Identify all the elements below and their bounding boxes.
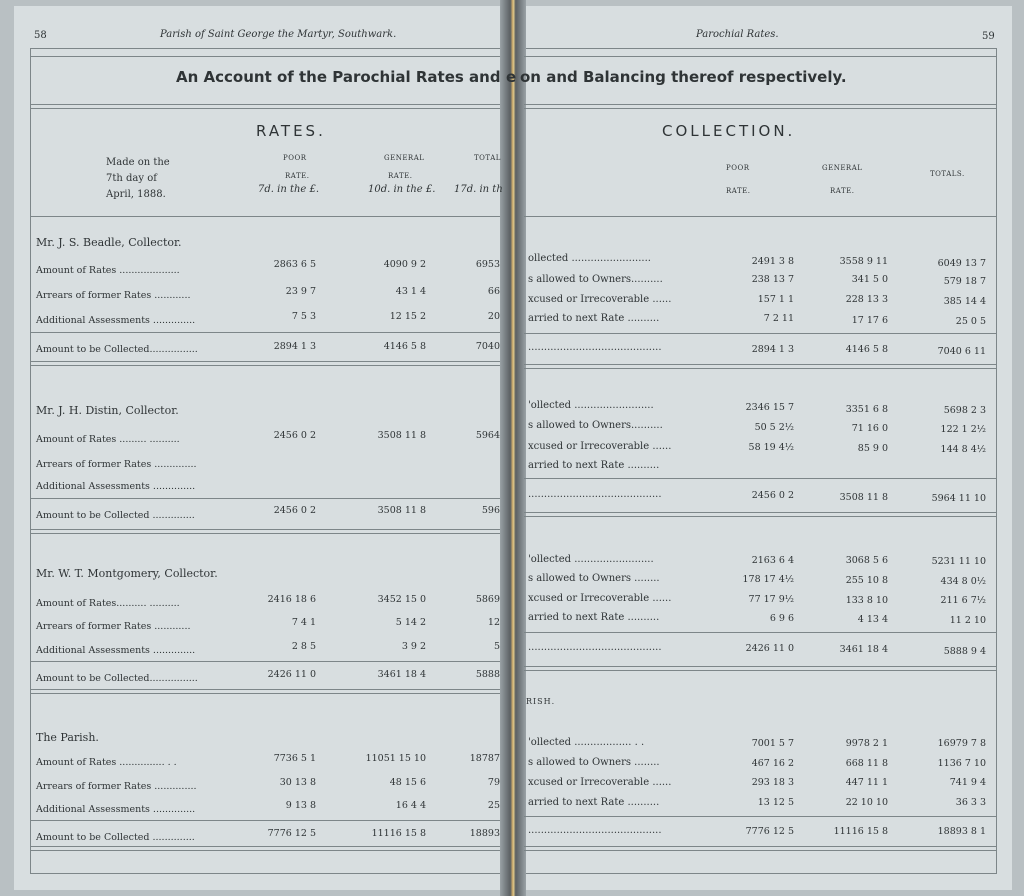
coll-label: ollected .........................: [528, 253, 651, 264]
coll-general: 228 13 3: [845, 294, 888, 305]
total-value: 25: [487, 800, 500, 811]
coll-general: 3461 18 4: [839, 644, 888, 655]
total-row-label: Amount to be Collected................: [36, 673, 198, 684]
rates-heading: RATES.: [256, 122, 326, 140]
coll-poor-h1: POOR: [726, 164, 750, 172]
coll-label: arried to next Rate ..........: [528, 313, 660, 324]
row-label: Additional Assessments ..............: [36, 645, 196, 656]
coll-general: 71 16 0: [851, 423, 888, 434]
general-value: 48 15 6: [389, 777, 426, 788]
general-value: 43 1 4: [395, 286, 426, 297]
poor-value: 7736 5 1: [273, 753, 316, 764]
coll-subtotal-rule: [524, 478, 996, 479]
coll-label: 'ollected .................. . .: [528, 737, 645, 748]
poor-value: 2416 18 6: [267, 594, 316, 605]
poor-value: 7 5 3: [291, 311, 316, 322]
total-h1: TOTAL: [474, 154, 501, 162]
coll-poor-h2: RATE.: [726, 187, 751, 195]
book-gutter: [500, 0, 526, 896]
coll-general: 9978 2 1: [845, 738, 888, 749]
coll-total: 18893 8 1: [937, 826, 986, 837]
title-right: on and Balancing thereof respectively.: [520, 68, 847, 86]
poor-value: 2456 0 2: [273, 505, 316, 516]
coll-label: s allowed to Owners ........: [528, 573, 660, 584]
coll-total: 16979 7 8: [937, 738, 986, 749]
poor-value: 2894 1 3: [273, 341, 316, 352]
coll-total: 385 14 4: [943, 296, 986, 307]
general-value: 3508 11 8: [377, 505, 426, 516]
coll-poor: 77 17 9½: [748, 594, 794, 605]
coll-general-h2: RATE.: [830, 187, 855, 195]
coll-general: 3508 11 8: [839, 492, 888, 503]
coll-subtotal-rule: [524, 632, 996, 633]
coll-general: 668 11 8: [845, 758, 888, 769]
coll-total: 5964 11 10: [931, 493, 986, 504]
total-value: 5: [493, 641, 500, 652]
coll-label: s allowed to Owners..........: [528, 274, 663, 285]
subtotal-rule: [30, 332, 500, 333]
coll-poor: 50 5 2½: [754, 422, 794, 433]
coll-general: 4 13 4: [857, 614, 888, 625]
poor-value: 2863 6 5: [273, 259, 316, 270]
coll-poor: 7001 5 7: [751, 738, 794, 749]
poor-rate-h1: POOR: [283, 154, 307, 162]
coll-subtotal-rule: [524, 816, 996, 817]
title-rule-left: [30, 104, 500, 109]
left-page-number: 58: [34, 30, 47, 41]
row-label: Additional Assessments ..............: [36, 481, 196, 492]
poor-value: 2426 11 0: [267, 669, 316, 680]
coll-label: xcused or Irrecoverable ......: [528, 294, 672, 305]
general-value: 5 14 2: [395, 617, 426, 628]
coll-general: 3558 9 11: [839, 256, 888, 267]
coll-total: 211 6 7½: [940, 595, 986, 606]
coll-poor: 2346 15 7: [745, 402, 794, 413]
poor-value: 2456 0 2: [273, 430, 316, 441]
coll-label: arried to next Rate ..........: [528, 612, 660, 623]
parish-heading: RISH.: [526, 697, 556, 706]
coll-general-h1: GENERAL: [822, 164, 863, 172]
poor-value: 23 9 7: [285, 286, 316, 297]
coll-label: s allowed to Owners ........: [528, 757, 660, 768]
general-value: 3 9 2: [401, 641, 426, 652]
total-value: 18893: [469, 828, 500, 839]
coll-poor: 178 17 4½: [742, 574, 794, 585]
made-on-2: 7th day of: [106, 173, 157, 184]
poor-value: 7776 12 5: [267, 828, 316, 839]
coll-poor: 157 1 1: [757, 294, 794, 305]
coll-section-rule: [524, 512, 996, 517]
coll-subtotal-rule: [524, 333, 996, 334]
title-left: An Account of the Parochial Rates and: [176, 68, 501, 86]
subtotal-rule: [30, 498, 500, 499]
total-row-label: Amount to be Collected ..............: [36, 832, 195, 843]
coll-total: 579 18 7: [943, 276, 986, 287]
coll-poor: 238 13 7: [751, 274, 794, 285]
coll-poor: 2894 1 3: [751, 344, 794, 355]
collector-name: Mr. J. S. Beadle, Collector.: [36, 236, 182, 249]
general-value: 16 4 4: [395, 800, 426, 811]
row-label: Amount of Rates ......... ..........: [36, 434, 180, 445]
coll-total: 5231 11 10: [931, 556, 986, 567]
row-label: Arrears of former Rates ..............: [36, 781, 197, 792]
coll-label: xcused or Irrecoverable ......: [528, 593, 672, 604]
collector-name: The Parish.: [36, 731, 99, 744]
poor-rate-h2: RATE.: [285, 172, 310, 180]
row-label: Arrears of former Rates ............: [36, 621, 191, 632]
row-label: Amount of Rates.......... ..........: [36, 598, 180, 609]
coll-total: 741 9 4: [949, 777, 986, 788]
total-value: 5869: [475, 594, 500, 605]
general-value: 3461 18 4: [377, 669, 426, 680]
section-rule: [30, 361, 500, 366]
total-h3: 17d. in th: [454, 184, 503, 195]
coll-total: 1136 7 10: [937, 758, 986, 769]
coll-general: 11116 15 8: [833, 826, 888, 837]
coll-label: s allowed to Owners..........: [528, 420, 663, 431]
total-row-label: Amount to be Collected................: [36, 344, 198, 355]
coll-general: 17 17 6: [851, 315, 888, 326]
made-on-1: Made on the: [106, 157, 170, 168]
collector-name: Mr. J. H. Distin, Collector.: [36, 404, 179, 417]
row-label: Amount of Rates ............... . .: [36, 757, 177, 768]
coll-section-rule: [524, 666, 996, 671]
coll-label: arried to next Rate ..........: [528, 797, 660, 808]
coll-total: 5698 2 3: [943, 405, 986, 416]
total-value: 5964: [475, 430, 500, 441]
colhead-rule-left: [30, 216, 500, 217]
coll-total: 7040 6 11: [937, 346, 986, 357]
coll-general: 3351 6 8: [845, 404, 888, 415]
left-running-head: Parish of Saint George the Martyr, Southwark.: [160, 29, 397, 40]
coll-general: 447 11 1: [845, 777, 888, 788]
collection-heading: COLLECTION.: [662, 122, 796, 140]
total-value: 7040: [475, 341, 500, 352]
coll-section-rule: [524, 364, 996, 369]
row-label: Amount of Rates ....................: [36, 265, 180, 276]
general-value: 4146 5 8: [383, 341, 426, 352]
section-rule: [30, 846, 500, 851]
coll-general: 22 10 10: [845, 797, 888, 808]
coll-total: 6049 13 7: [937, 258, 986, 269]
coll-poor: 2491 3 8: [751, 256, 794, 267]
coll-poor: 13 12 5: [757, 797, 794, 808]
total-value: 18787: [469, 753, 500, 764]
general-value: 11116 15 8: [371, 828, 426, 839]
coll-total: 25 0 5: [955, 316, 986, 327]
coll-total: 144 8 4½: [940, 444, 986, 455]
coll-total: 122 1 2½: [940, 424, 986, 435]
coll-general: 85 9 0: [857, 443, 888, 454]
colhead-rule-right: [524, 216, 996, 217]
row-label: Arrears of former Rates ............: [36, 290, 191, 301]
right-running-head: Parochial Rates.: [696, 29, 779, 40]
coll-total: 11 2 10: [949, 615, 986, 626]
made-on-3: April, 1888.: [106, 189, 166, 200]
subtotal-rule: [30, 661, 500, 662]
total-value: 20: [487, 311, 500, 322]
coll-total-label: ..........................................: [528, 489, 662, 500]
title-mid: e: [506, 68, 517, 86]
coll-poor: 6 9 6: [769, 613, 794, 624]
subtotal-rule: [30, 820, 500, 821]
total-value: 5888: [475, 669, 500, 680]
general-value: 11051 15 10: [365, 753, 426, 764]
poor-value: 30 13 8: [279, 777, 316, 788]
general-rate-h1: GENERAL: [384, 154, 425, 162]
coll-poor: 2456 0 2: [751, 490, 794, 501]
coll-total-label: ..........................................: [528, 642, 662, 653]
poor-value: 7 4 1: [291, 617, 316, 628]
total-value: 6953: [475, 259, 500, 270]
coll-poor: 293 18 3: [751, 777, 794, 788]
collector-name: Mr. W. T. Montgomery, Collector.: [36, 567, 218, 580]
coll-label: 'ollected .........................: [528, 554, 654, 565]
coll-general: 3068 5 6: [845, 555, 888, 566]
total-value: 12: [487, 617, 500, 628]
header-rule-right: [524, 56, 996, 57]
coll-label: xcused or Irrecoverable ......: [528, 441, 672, 452]
row-label: Arrears of former Rates ..............: [36, 459, 197, 470]
coll-poor: 58 19 4½: [748, 442, 794, 453]
general-rate-h3: 10d. in the £.: [368, 184, 436, 195]
coll-totals-h1: TOTALS.: [930, 170, 965, 178]
total-value: 596: [481, 505, 500, 516]
coll-poor: 7 2 11: [763, 313, 794, 324]
coll-general: 341 5 0: [851, 274, 888, 285]
section-rule: [30, 689, 500, 694]
coll-general: 255 10 8: [845, 575, 888, 586]
total-row-label: Amount to be Collected ..............: [36, 510, 195, 521]
poor-rate-h3: 7d. in the £.: [258, 184, 320, 195]
coll-poor: 2426 11 0: [745, 643, 794, 654]
coll-total: 434 8 0½: [940, 576, 986, 587]
coll-poor: 467 16 2: [751, 758, 794, 769]
general-value: 4090 9 2: [383, 259, 426, 270]
header-rule-left: [30, 56, 500, 57]
coll-poor: 2163 6 4: [751, 555, 794, 566]
coll-total: 5888 9 4: [943, 646, 986, 657]
coll-total: 36 3 3: [955, 797, 986, 808]
title-rule-right: [524, 104, 996, 109]
coll-total-label: ..........................................: [528, 342, 662, 353]
coll-poor: 7776 12 5: [745, 826, 794, 837]
total-value: 79: [487, 777, 500, 788]
section-rule: [30, 529, 500, 534]
total-value: 66: [487, 286, 500, 297]
coll-general: 133 8 10: [845, 595, 888, 606]
coll-label: arried to next Rate ..........: [528, 460, 660, 471]
general-value: 3452 15 0: [377, 594, 426, 605]
right-page-number: 59: [982, 31, 995, 42]
coll-total-label: ..........................................: [528, 825, 662, 836]
coll-label: 'ollected .........................: [528, 400, 654, 411]
poor-value: 2 8 5: [291, 641, 316, 652]
row-label: Additional Assessments ..............: [36, 315, 196, 326]
general-value: 3508 11 8: [377, 430, 426, 441]
coll-label: xcused or Irrecoverable ......: [528, 777, 672, 788]
coll-section-rule: [524, 846, 996, 851]
general-value: 12 15 2: [389, 311, 426, 322]
general-rate-h2: RATE.: [388, 172, 413, 180]
coll-general: 4146 5 8: [845, 344, 888, 355]
row-label: Additional Assessments ..............: [36, 804, 196, 815]
poor-value: 9 13 8: [285, 800, 316, 811]
